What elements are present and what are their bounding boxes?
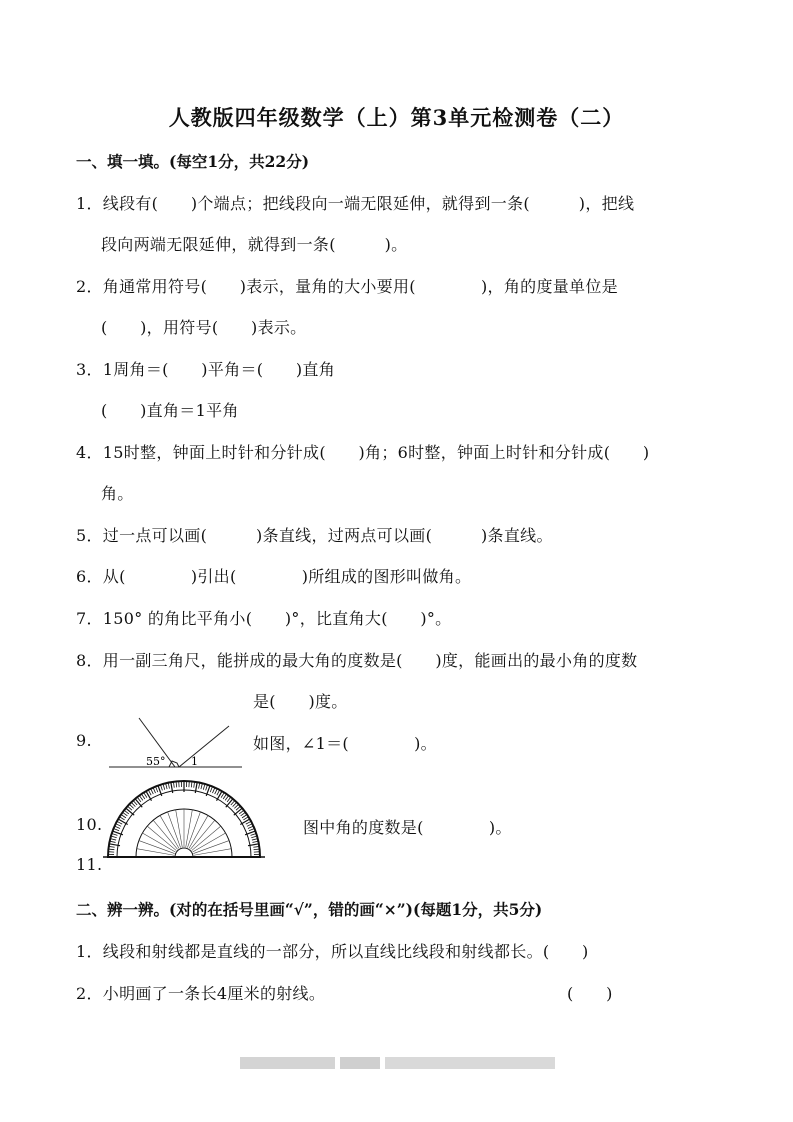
ray-right	[179, 726, 229, 767]
section-1-heading: 一、填一填。(每空1分，共22分)	[76, 152, 310, 171]
angle-55-label: 55°	[146, 755, 166, 768]
question-11-number: 11.	[76, 855, 103, 874]
question-10-text: 图中角的度数是( )。	[303, 818, 512, 837]
page-title: 人教版四年级数学（上）第3单元检测卷（二）	[168, 105, 625, 130]
question-9-text: 如图，∠1＝( )。	[253, 734, 437, 753]
question-1-line-1: 1．线段有( )个端点；把线段向一端无限延伸，就得到一条( )，把线	[76, 194, 635, 213]
question-3-line-2: ( )直角＝1平角	[101, 401, 239, 420]
question-4-line-2: 角。	[101, 484, 134, 503]
question-2-line-2: ( )，用符号( )表示。	[101, 318, 307, 337]
question-3-line-1: 3．1周角＝( )平角＝( )直角	[76, 360, 336, 379]
question-1-line-2: 段向两端无限延伸，就得到一条( )。	[101, 235, 408, 254]
statement-2: 2．小明画了一条长4厘米的射线。	[76, 984, 326, 1003]
question-7: 7．150° 的角比平角小( )°，比直角大( )°。	[76, 609, 452, 628]
statement-2-answer-paren: ( )	[567, 984, 613, 1003]
angle-figure	[105, 714, 245, 774]
question-6: 6．从( )引出( )所组成的图形叫做角。	[76, 567, 472, 586]
statement-1: 1．线段和射线都是直线的一部分，所以直线比线段和射线都长。( )	[76, 942, 589, 961]
question-5: 5．过一点可以画( )条直线，过两点可以画( )条直线。	[76, 526, 553, 545]
question-4-line-1: 4．15时整，钟面上时针和分针成( )角；6时整，钟面上时针和分针成( )	[76, 443, 650, 462]
angle-1-label: 1	[191, 755, 198, 768]
question-8-line-2: 是( )度。	[253, 692, 348, 711]
question-10-number: 10.	[76, 815, 103, 834]
question-8-line-1: 8．用一副三角尺，能拼成的最大角的度数是( )度，能画出的最小角的度数	[76, 651, 638, 670]
section-2-heading: 二、辨一辨。(对的在括号里画“√”，错的画“×”)(每题1分，共5分)	[76, 900, 543, 919]
protractor-figure	[103, 780, 265, 862]
question-2-line-1: 2．角通常用符号( )表示，量角的大小要用( )，角的度量单位是	[76, 277, 618, 296]
question-9-number: 9.	[76, 731, 92, 750]
blurred-watermark	[240, 1055, 555, 1071]
